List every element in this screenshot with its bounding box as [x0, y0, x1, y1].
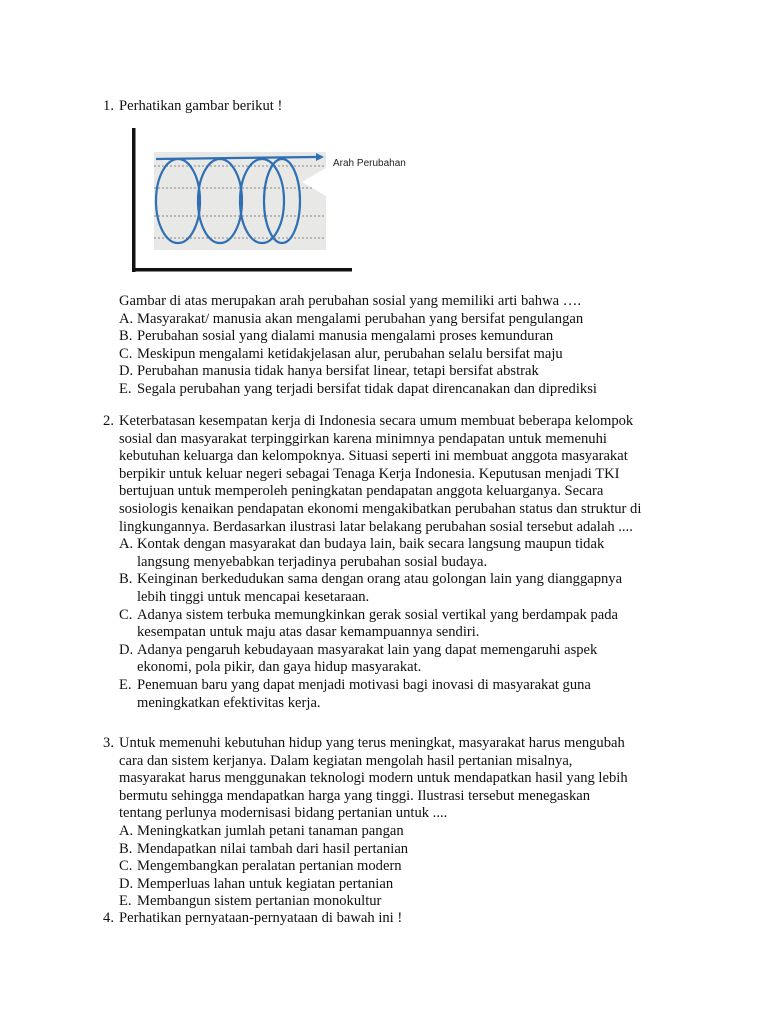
option-a[interactable]: A. Meningkatkan jumlah petani tanaman pangan	[119, 822, 404, 839]
stem-line: tentang perlunya modernisasi bidang pertanian untuk ....	[119, 805, 448, 822]
figure-bottom-border	[132, 268, 352, 272]
option-b[interactable]: B. Keinginan berkedudukan sama dengan orang atau golongan lain yang dianggapnya lebih tinggi untuk mencapai kesetaraan.	[119, 571, 623, 605]
option-a[interactable]: A. Masyarakat/ manusia akan mengalami perubahan yang bersifat pengulangan	[119, 310, 584, 327]
option-d[interactable]: D. Adanya pengaruh kebudayaan masyarakat lain yang dapat memengaruhi aspek ekonomi, pola pikir, dan gaya hidup masyarakat.	[119, 641, 598, 676]
stem-line: lingkungannya. Berdasarkan ilustrasi latar belakang perubahan sosial tersebut adalah ....	[119, 518, 633, 535]
stem-line: sosial dan masyarakat terpinggirkan karena minimnya pendapatan untuk memenuhi	[119, 430, 607, 447]
question-number: 1.	[103, 98, 114, 114]
cyclical-change-figure	[126, 122, 426, 282]
option-d[interactable]: D. Perubahan manusia tidak hanya bersifat linear, tetapi bersifat abstrak	[119, 363, 539, 380]
question-prompt: Perhatikan gambar berikut !	[119, 98, 283, 114]
stem-line: masyarakat harus menggunakan teknologi modern untuk mendapatkan hasil yang lebih	[119, 770, 628, 787]
option-e[interactable]: E. Penemuan baru yang dapat menjadi motivasi bagi inovasi di masyarakat guna meningkatkan efektivitas kerja.	[119, 676, 591, 711]
option-c[interactable]: C. Mengembangkan peralatan pertanian modern	[119, 858, 402, 875]
option-b[interactable]: B. Perubahan sosial yang dialami manusia mengalami proses kemunduran	[119, 328, 554, 345]
stem-line: kebutuhan keluarga dan kelompoknya. Situasi seperti ini membuat anggota masyarakat	[119, 448, 628, 465]
question-prompt: Perhatikan pernyataan-pernyataan di bawah ini !	[119, 910, 403, 926]
figure-label: Arah Perubahan	[333, 158, 406, 169]
question-number: 3.	[103, 735, 114, 751]
option-b[interactable]: B. Mendapatkan nilai tambah dari hasil pertanian	[119, 840, 409, 857]
option-d[interactable]: D. Memperluas lahan untuk kegiatan pertanian	[119, 875, 394, 892]
option-e[interactable]: E. Segala perubahan yang terjadi bersifat tidak dapat direncanakan dan diprediksi	[119, 380, 597, 397]
option-c[interactable]: C. Meskipun mengalami ketidakjelasan alur, perubahan selalu bersifat maju	[119, 345, 563, 362]
stem-line: berpikir untuk keluar negeri sebagai Tenaga Kerja Indonesia. Keputusan menjadi TKI	[119, 465, 620, 482]
question-stem: Gambar di atas merupakan arah perubahan sosial yang memiliki arti bahwa ….	[119, 293, 581, 309]
stem-line: bermutu sehingga mendapatkan harga yang tinggi. Ilustrasi tersebut menegaskan	[119, 787, 591, 804]
option-a[interactable]: A. Kontak dengan masyarakat dan budaya lain, baik secara langsung maupun tidak langsung menyebabkan terjadinya perubahan sosial budaya.	[119, 536, 605, 570]
question-number: 4.	[103, 910, 114, 926]
question-number: 2.	[103, 413, 114, 429]
stem-line: Untuk memenuhi kebutuhan hidup yang terus meningkat, masyarakat harus mengubah	[119, 735, 625, 751]
stem-line: bertujuan untuk memperoleh peningkatan pendapatan anggota keluarganya. Secara	[119, 483, 604, 500]
stem-line: Keterbatasan kesempatan kerja di Indonesia secara umum membuat beberapa kelompok	[119, 413, 634, 429]
stem-line: cara dan sistem kerjanya. Dalam kegiatan mengolah hasil pertanian misalnya,	[119, 752, 573, 769]
option-e[interactable]: E. Membangun sistem pertanian monokultur	[119, 893, 382, 910]
spiral-diagram	[126, 122, 426, 282]
stem-line: sosiologis kenaikan pendapatan ekonomi mengakibatkan perubahan status dan struktur di	[119, 500, 642, 517]
figure-left-border	[132, 128, 136, 272]
option-c[interactable]: C. Adanya sistem terbuka memungkinkan gerak sosial vertikal yang berdampak pada kesempatan untuk maju atas dasar kemampuannya sendiri.	[119, 606, 619, 641]
